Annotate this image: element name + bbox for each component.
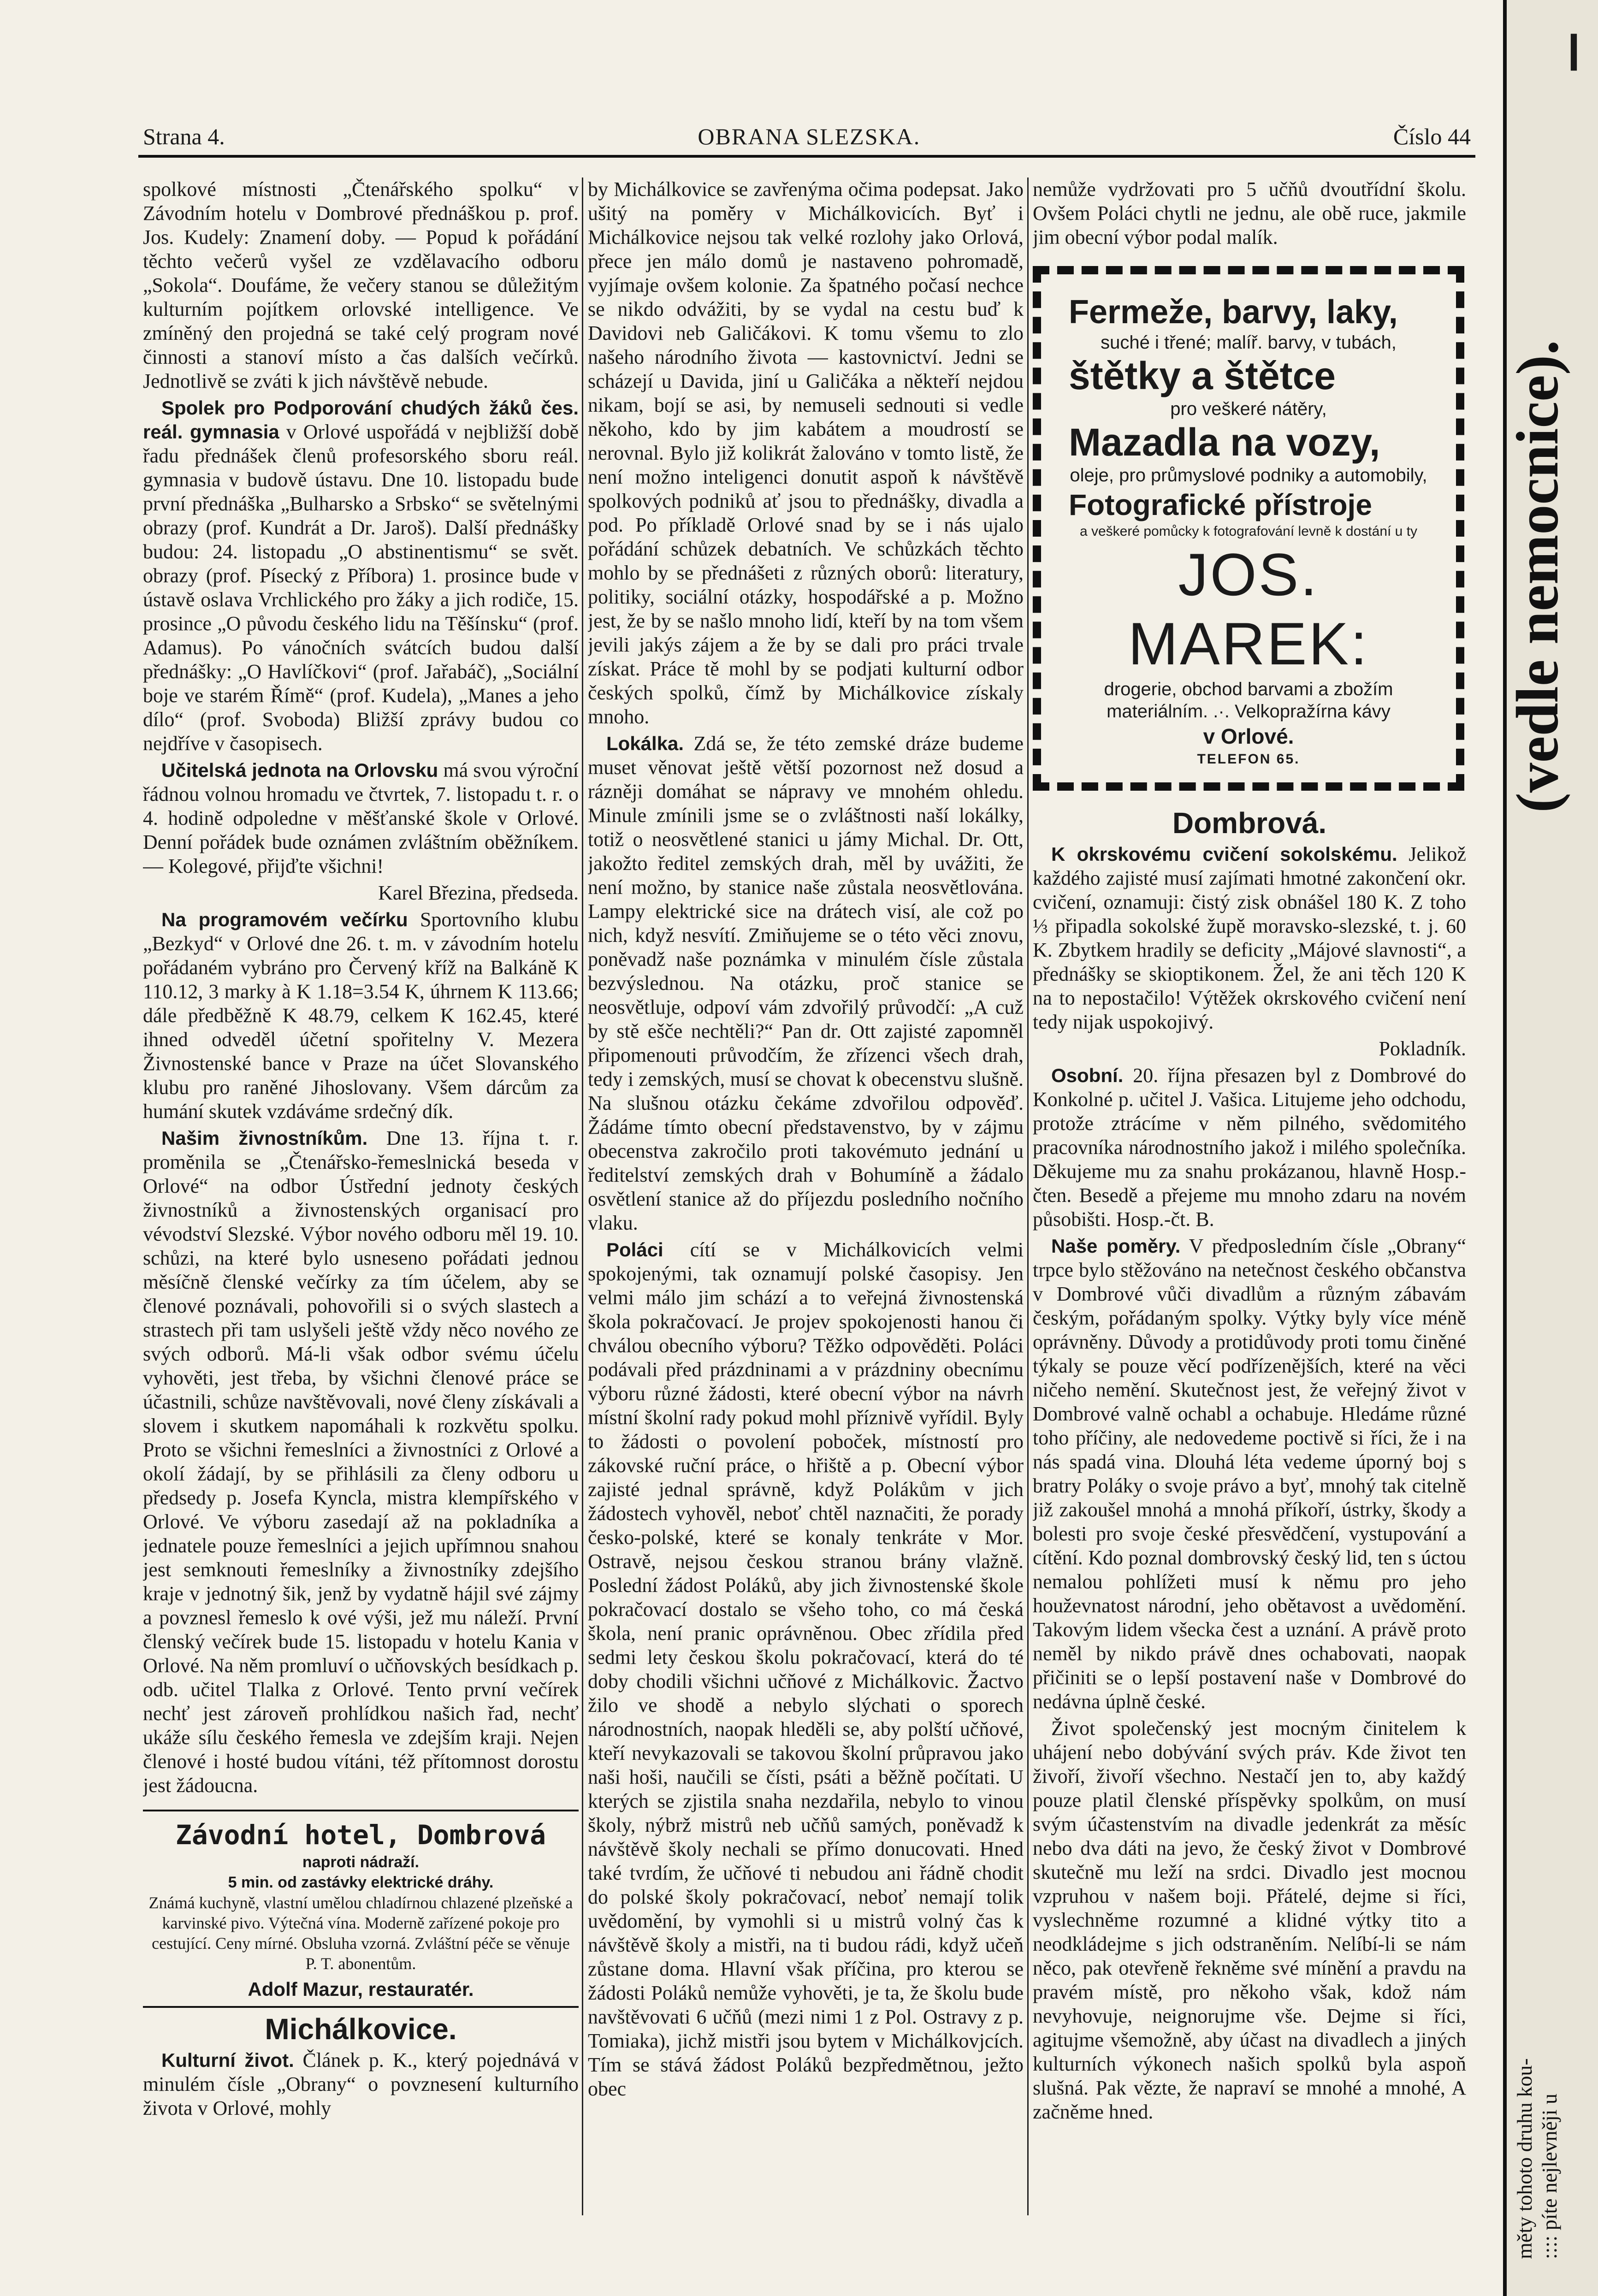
sidebar-text-line: :::: píte nejlevněji u bbox=[1538, 2094, 1561, 2259]
column-1 bbox=[143, 178, 579, 2215]
ad-line: a veškeré pomůcky k fotografování levně k dostání u ty bbox=[1079, 524, 1418, 539]
article-text: Sportovního klubu „Bezkyd“ v Orlové dne 26. t. m. v závodním hotelu pořádaném vybráno pro Červený kříž na Balkáně K 110.12, 3 marky à K 1.18=3.54 K, úhrnem K 113.66; dále předběžně K 48.79, celkem K 162.45, které ihned odveděl účetní spořitelny V. Mezera Živnostenské bance v Praze na účet Slovanského klubu pro raněné Jihoslovany. Všem dárcům za humání skutek vzdáváme srdečný dík. bbox=[143, 908, 579, 1123]
article-text: v Orlové uspořádá v nejbližší době řadu přednášek členů profesorského sboru reál. gymnasia v budově ústavu. Dne 10. listopadu bude první přednáška „Bulharsko a Srbsko“ se světelnými obrazy (prof. Kundrát a Dr. Jaroš). Další přednášky budou: 24. listopadu „O abstinentismu“ se svět. obrazy (prof. Písecký z Příbora) 1. prosince bude v ústavě oslava Vrchlického pro žáky a jich rodiče, 15. prosince „O původu českého lidu na Těšínsku“ (prof. Adamus). Po vánočních svátcích budou další přednášky: „O Havlíčkovi“ (prof. Jařabáč), „Sociální boje ve starém Římě“ (prof. Kudela), „Manes a jeho dílo“ (prof. Svoboda) Bližší zprávy budou co nejdříve v časopisech. bbox=[143, 420, 579, 755]
article-paragraph: spolkové místnosti „Čtenářského spolku“ v Závodním hotelu v Dombrové přednáškou p. prof. Jos. Kudely: Znamení doby. — Popud k pořádání těchto večerů vyšel ze vzdělavacího odboru „Sokola“. Doufáme, že večery stanou se důležitým kulturním pojítkem orlovské intelligence. Ve zmíněný den projedná se také celý program nové činnosti a stanoví místo a čas dalších večírků. Jednotlivě se zváti k jich návštěvě nebude. bbox=[143, 178, 579, 392]
article-heading: Kulturní život. bbox=[161, 2049, 294, 2071]
masthead-title: OBRANA SLEZSKA. bbox=[698, 124, 921, 149]
article-heading: Učitelská jednota na Orlovsku bbox=[161, 759, 438, 781]
ad-line: naproti nádraží. bbox=[302, 1853, 420, 1871]
column-2 bbox=[588, 178, 1024, 2215]
page-number: Strana 4. bbox=[143, 124, 225, 149]
ad-line: oleje, pro průmyslové podniky a automobily, bbox=[1070, 465, 1427, 485]
column-divider bbox=[1027, 178, 1029, 2215]
article-paragraph bbox=[588, 732, 1024, 1235]
ad-signature: Adolf Mazur, restauratér. bbox=[248, 1978, 474, 2000]
article-text: Zdá se, že této zemské dráze budeme muset věnovat ještě větší pozornost než dosud a rázněji domáhat se nápravy ve mnohém ohledu. Minule zmínili jsme se o zvláštnosti naší lokálky, totiž o neosvětlené stanici u jámy Michal. Dr. Ott, jakožto ředitel zemských drah, měl by uvážiti, že není možno, by stanice naše zůstala neosvětlována. Lampy elektrické sice na drátech visí, ale což po nich, když nesvítí. Zmiňujeme se o této věci znovu, poněvadž naše poznámka v minulém čísle zůstala bezvýslednou. Na otázku, proč stanice se neosvětluje, odpoví vám zdvořilý průvodčí: „A cuž by stě ešče nechtěli?“ Pan dr. Ott zajisté zapomněl připomenouti průvodčím, že zřízenci všech drah, tedy i zemských, musí se chovat k obecenstvu slušně. Na slušnou otázku čekáme zdvořilou odpověď. Žádáme tímto obecní představenstvo, by v zájmu obecenstva zakročilo proti takovémuto jednání u ředitelství zemských drah v Bohumíně a žádalo osvětlení stanice až do příjezdu posledního nočního vlaku. bbox=[588, 732, 1024, 1234]
sidebar-rotated-text bbox=[1512, 1798, 1577, 2259]
article-heading: Na programovém večírku bbox=[161, 909, 408, 930]
ad-line: štětky a štětce bbox=[1069, 354, 1336, 397]
article-paragraph bbox=[143, 1126, 579, 1798]
article-text: 20. října přesazen byl z Dombrové do Konkolné p. učitel J. Vašica. Litujeme jeho odchodu, protože ztrácíme v něm pilného, svědomitého pracovníka národnostního jakož i milého společníka. Děkujeme mu za snahu prokázanou, hlavně Hosp.-čten. Besedě a přejeme mu mnoho zdaru na novém působišti. Hosp.-čt. B. bbox=[1033, 1064, 1466, 1231]
ad-company-name: JOS. MAREK: bbox=[1128, 541, 1369, 677]
article-paragraph bbox=[143, 758, 579, 878]
article-paragraph bbox=[1033, 1234, 1466, 1714]
signature: Karel Březina, předseda. bbox=[378, 882, 579, 904]
sidebar-rotated-heading: (vedle nemocnice). bbox=[1504, 340, 1571, 813]
article-paragraph: nemůže vydržovati pro 5 učňů dvoutřídní školu. Ovšem Poláci chytli ne jednu, ale obě ruce, jakmile jim obecní výbor podal malík. bbox=[1033, 178, 1466, 249]
article-paragraph: Život společenský jest mocným činitelem k uhájení nebo dobývání svých práv. Kde život ten živoří, živoří všechno. Nestačí jen to, aby každý pouze platil členské příspěvky spolkům, on musí svým účastenstvím na divadle jedenkrát za měsíc nebo dva dáti na jevo, že český život v Dombrové skutečně mu leží na srdci. Divadlo jest mocnou vzpruhou v našem boji. Přátelé, dejme si říci, vyslechněme rozumné a klidné výtky tito a neodkládejme s jich odstraněním. Nelíbí-li se nám něco, pak otevřeně řekněme své mínění a pravdu na pravém místě, pro někoho však, kdož nám nevyhovuje, neignorujme vše. Dejme si říci, agitujme všemožně, aby účast na divadlech a jiných kulturních výkonech našich spolků byla aspoň slušná. Pak vězte, že napraví se mnohé a mnohé, A začněme hned. bbox=[1033, 1717, 1466, 2123]
article-paragraph bbox=[143, 908, 579, 1124]
ad-line: 5 min. od zastávky elektrické dráhy. bbox=[228, 1874, 494, 1891]
article-text: má svou výroční řádnou volnou hromadu ve čtvrtek, 7. listopadu t. r. o 4. hodině odpoledne v měšťanské škole v Orlové. Denní pořádek bude oznámen zvláštním oběžníkem. — Kolegové, přijďte všichni! bbox=[143, 759, 579, 877]
article-heading: Lokálka. bbox=[606, 733, 684, 754]
ad-telephone: TELEFON 65. bbox=[1197, 752, 1300, 767]
ad-line: Fermeže, barvy, laky, bbox=[1069, 294, 1398, 331]
article-heading: Osobní. bbox=[1051, 1065, 1124, 1086]
header-rule bbox=[138, 155, 1475, 158]
article-paragraph bbox=[1033, 1064, 1466, 1231]
section-title-dombrova: Dombrová. bbox=[1172, 806, 1327, 840]
issue-number: Číslo 44 bbox=[1393, 124, 1471, 149]
article-heading: K okrskovému cvičení sokolskému. bbox=[1051, 843, 1397, 865]
page-header bbox=[143, 118, 1471, 150]
ad-city: v Orlové. bbox=[1203, 724, 1294, 748]
article-paragraph: by Michálkovice se zavřenýma očima podepsat. Jako ušitý na poměry v Michálkovicích. Byť i Michálkovice nejsou tak velké rozlohy jako Orlová, přece jen málo domů je nastaveno pohromadě, vyjímaje ovšem kolonie. Za špatného počasí nechce se nikdo odvážiti, by se vydal na cestu buď k Davidovi neb Galičákovi. K tomu všemu to zlo našeho národního života — kastovnictví. Jedni se scházejí u Davida, jiní u Galičáka a někteří nejdou nikam, bojí se asi, by nemuseli sednouti si vedle někoho, kdo by jim kabátem a moudrostí se nerovnal. Bylo již kolikrát žalováno v tomto listě, že není možno inteligenci donutit aspoň k návštěvě spolkových podniků ať jsou to přednášky, divadla a pod. Po příkladě Orlové snad by se i nás ujalo pořádání schůzek debatních. Ve schůzkách těchto mohlo by se přednášeti z různých oborů: literatury, politiky, sociální otázky, hospodářské a p. Možno jest, že by se našlo mnoho lidí, kteří by na tom všem jevili jakýs zájem a že by se dali pro práci trvale získat. Práce tě mohl by se podjati kulturní odbor českých spolků, čímž by Michálkovice získaly mnoho. bbox=[588, 178, 1024, 728]
article-text: V předposledním čísle „Obrany“ trpce bylo stěžováno na netečnost českého občanstva v Dombrové vůči divadlům a různým zábavám českým, pořádaným spolky. Výtky byly více méně oprávněny. Důvody a protidůvody proti tomu činěné týkaly se pouze věcí podřízenějších, které na věci ničeho nemění. Skutečnost jest, že veřejný život v Dombrové valně ochabl a ochabuje. Hledáme různé toho příčiny, ale nedovedeme poctivě si říci, že i na nás spadá vina. Dlouhá léta vedeme úporný boj s bratry Poláky o svoje právo a byť, mnohý tak citelně již zakoušel mnohá a mnohá příkoří, ústrky, škody a bolesti pro svoje české přesvědčení, vystupování a cítění. Kdo poznal dombrovský český lid, ten s úctou nemalou pohlížeti musí k němu pro jeho houževnatost národní, jeho obětavost a uvědomění. Takovým lidem všecka čest a uznání. A právě proto neměl by nikdo právě dnes ochabovati, naopak přičiniti se o lepší postavení naše v Dombrové do nedávna úplně české. bbox=[1033, 1235, 1466, 1713]
article-paragraph bbox=[143, 2048, 579, 2120]
article-heading: Našim živnostníkům. bbox=[161, 1127, 368, 1149]
article-paragraph bbox=[1033, 842, 1466, 1034]
section-title-michalkovice: Michálkovice. bbox=[265, 2012, 457, 2046]
article-text: Článek p. K., který pojednává v minulém čísle „Obrany“ o povznesení kulturního života v Orlové, mohly bbox=[143, 2049, 579, 2119]
article-paragraph bbox=[143, 396, 579, 756]
ad-line: pro veškeré nátěry, bbox=[1170, 399, 1327, 419]
ad-line: drogerie, obchod barvami a zbožím materiálním. .·. Velkopražírna kávy bbox=[1104, 679, 1393, 722]
corner-mark-icon: ❙ bbox=[1558, 30, 1590, 70]
article-heading: Naše poměry. bbox=[1051, 1235, 1181, 1257]
marek-advertisement bbox=[1033, 266, 1464, 791]
hotel-advertisement bbox=[143, 1810, 579, 2008]
ad-line: Mazadla na vozy, bbox=[1069, 420, 1380, 464]
column-3 bbox=[1033, 178, 1466, 2215]
article-heading: Spolek pro Podporování chudých žáků čes. reál. gymnasia bbox=[143, 397, 579, 443]
ad-text: Známá kuchyně, vlastní umělou chladírnou chlazené plzeňské a karvinské pivo. Výtečná vína. Moderně zařízené pokoje pro cestující. Ceny mírné. Obsluha vzorná. Zvláštní péče se věnuje P. T. abonentům. bbox=[148, 1894, 573, 1973]
article-text: Jelikož každého zajisté musí zajímati hmotné zakončení okr. cvičení, oznamuji: čistý zisk obnášel 180 K. Z toho ⅓ připadla sokolské župě moravsko-slezské, t. j. 60 K. Zbytkem hradily se deficity „Májové slavnosti“, a přednášky se skioptikonem. Žel, že ani těch 120 K na to nepostačilo! Výtěžek okrskového cvičení není tedy nijak uspokojivý. bbox=[1033, 843, 1466, 1033]
sidebar-text-line: měty tohoto druhu kou- bbox=[1513, 2058, 1536, 2259]
article-heading: Poláci bbox=[606, 1239, 663, 1260]
article-text: cítí se v Michálkovicích velmi spokojenými, tak oznamují polské časopisy. Jen velmi málo jim schází a to veřejná živnostenská škola pokračovací. Je projev spokojenosti hanou či chválou obecního výboru? Těžko odpověděti. Poláci podávali před prázdninami a v prázdniny obecnímu výboru různé žádosti, které obecní výbor na návrh místní školní rady pokud mohl příznivě vyřídil. Byly to žádosti o povolení poboček, místností pro zákovské ruční práce, o hřiště a p. Obecní výbor zajisté jednal správně, když Polákům v jich žádostech vyhověl, neboť chtěl naznačiti, že porady česko-polské, které se konaly tenkráte v Mor. Ostravě, nejsou českou stranou brány vlažně. Poslední žádost Poláků, aby jich živnostenské škole pokračovací dostalo se všeho toho, co má česká škola, není pranic oprávněnou. Obec zřídila před sedmi lety českou školu pokračovací, která do té doby chodili všichni učňové z Michálkovic. Žactvo žilo ve shodě a nebylo slýchati o sporech národnostních, naopak hleděli se, aby polští učňové, kteří nevykazovali se takovou školní průpravou jako naši hoši, naučili se čísti, psáti a běžně počítati. U kterých se zjistila snaha nezdařila, nebylo to vinou školy, nýbrž mistrů neb učňů samých, poněvadž k návštěvě školy nechali se přímo donucovati. Hned také tvrdím, že učňové ti nebudou ani řádně chodit do polské školy pokračovací, neboť nemají tolik uvědomění, by vymohli si u mistrů volný čas k návštěvě školy a mistři, na ti budou rádi, když učeň zůstane doma. Hlavní však příčina, pro kterou se žádosti Poláků nemůže vyhověti, je ta, že školu bude navštěvovati 6 učňů (mezi nimi 1 z Pol. Ostravy z p. Tomiaka), jichž mistři jsou bytem v Michálkovjcích. Tím se stává žádost Poláků bezpředmětnou, ježto obec bbox=[588, 1238, 1024, 2100]
column-divider bbox=[582, 178, 583, 2215]
ad-line: Fotografické přístroje bbox=[1069, 488, 1372, 521]
ad-line: suché i třené; malíř. barvy, v tubách, bbox=[1101, 332, 1397, 353]
signature: Pokladník. bbox=[1379, 1037, 1466, 1060]
article-text: Dne 13. října t. r. proměnila se „Čtenářsko-řemeslnická beseda v Orlové“ na odbor Ústřední jednoty českých živnostníků a živnostenských organisací pro vévodství Slezské. Výbor nového odboru měl 19. 10. schůzi, na které bylo usneseno pořádati jednou měsíčně členské večírky za tím účelem, aby se členové poznávali, pohovořili si o svých slastech a strastech při tam uslyšeli ještě vždy něco nového ze svých odborů. Má-li však odbor svému účelu vyhověti, jest třeba, by všichni členové práce se účastnili, schůze navštěvovali, nové členy získávali a slovem i skutkem napomáhali k rozkvětu spolku. Proto se všichni řemeslníci a živnostníci z Orlové a okolí žádají, by se přihlásili za členy odboru u předsedy p. Josefa Kyncla, mistra klempířského v Orlové. Ve výboru zasedají až na pokladníka a jednatele pouze řemeslníci a jejich upřímnou snahou jest semknouti řemeslníky a živnostníky zdejšího kraje v jednotný šik, jenž by vydatně hájil své zájmy a povznesl řemeslo k ové výši, jež mu náleží. První členský večírek bude 15. listopadu v hotelu Kania v Orlové. Na něm promluví o učňovských besídkach p. odb. učitel Tlalka z Orlové. Tento první večírek nechť jest zároveň prohlídkou našich řad, nechť ukáže sílu českého řemesla ve zdejším kraji. Nejen členové i hosté budou vítáni, též přítomnost dorostu jest žádoucna. bbox=[143, 1127, 579, 1797]
ad-title: Závodní hotel, Dombrová bbox=[175, 1819, 546, 1851]
article-paragraph bbox=[588, 1238, 1024, 2101]
